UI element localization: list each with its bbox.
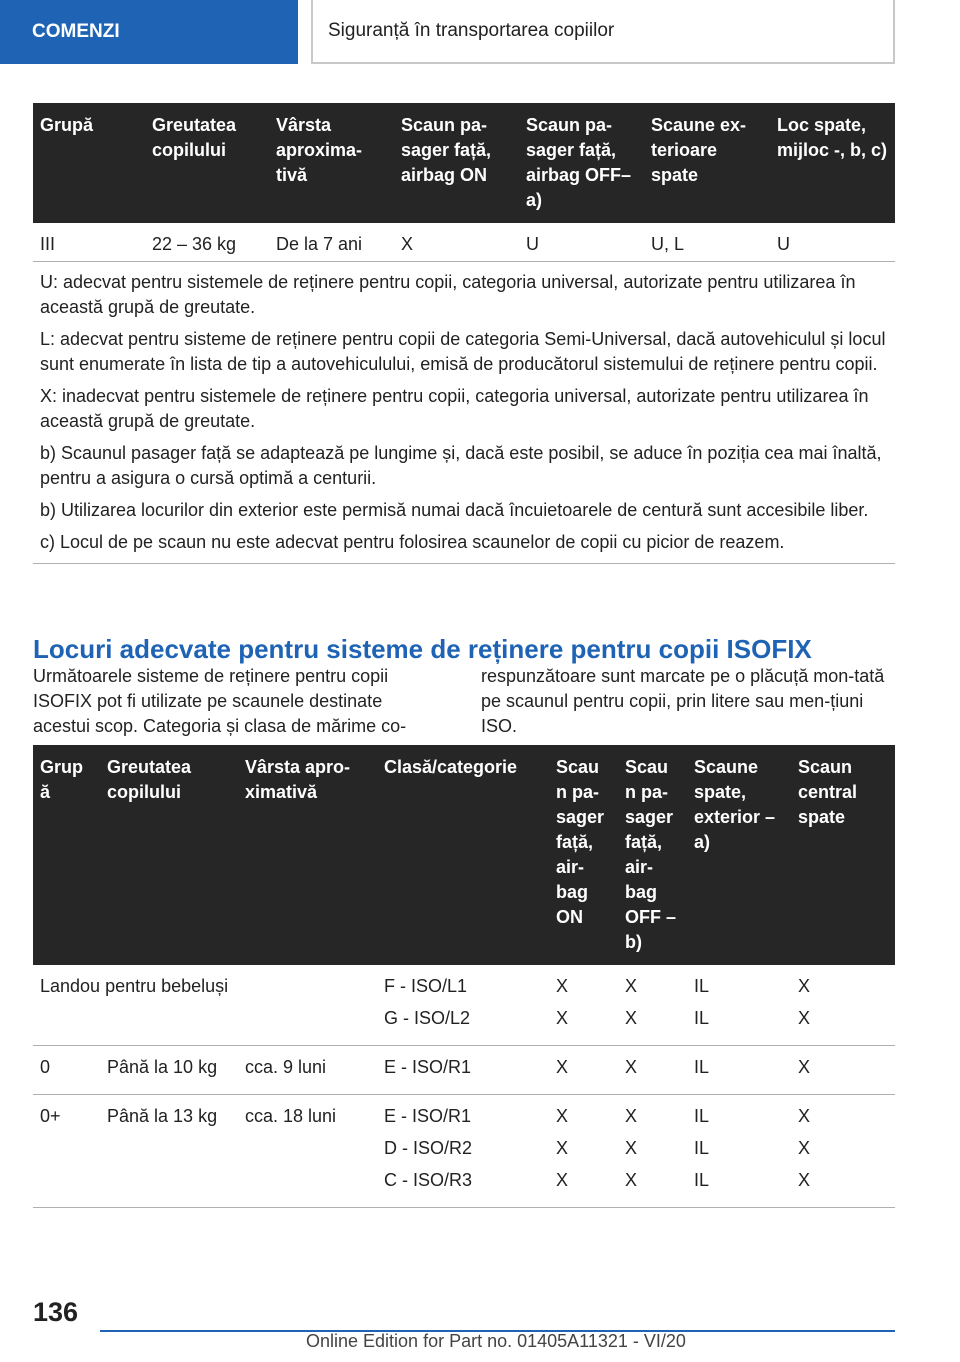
value: X xyxy=(625,976,638,996)
group-cell: 0+ xyxy=(33,1095,100,1208)
header-cell: Scaune ex-terioare spate xyxy=(644,103,770,223)
value: X xyxy=(556,976,569,996)
class-value: G - ISO/L2 xyxy=(384,1008,471,1028)
value: X xyxy=(625,1057,638,1077)
rear-center-cell xyxy=(791,1046,895,1095)
table-header-row xyxy=(33,103,895,223)
table-cell: U, L xyxy=(644,223,770,262)
class-value: D - ISO/R2 xyxy=(384,1138,473,1158)
header-cell: Scaun central spate xyxy=(791,745,895,965)
intro-left-column: Următoarele sisteme de reținere pentru copii ISOFIX pot fi utilizate pe scaunele destinate acestui scop. Categoria și clasa de mărime co- xyxy=(33,666,407,736)
value: X xyxy=(798,1106,811,1126)
value: IL xyxy=(694,1170,710,1190)
value: X xyxy=(798,1138,811,1158)
age-cell: cca. 18 luni xyxy=(238,1095,377,1208)
class-value: E - ISO/R1 xyxy=(384,1057,472,1077)
table-row xyxy=(33,223,895,262)
header-cell: Scaun pa-sager față, airbag ON xyxy=(394,103,519,223)
class-cell xyxy=(377,1046,549,1095)
header-cell: Scau n pa-sager față, air-bag OFF – b) xyxy=(618,745,687,965)
rear-outer-cell xyxy=(687,1046,791,1095)
value: IL xyxy=(694,1138,710,1158)
value: X xyxy=(625,1106,638,1126)
header-cell: Greutatea copilului xyxy=(145,103,269,223)
header-cell: Greutatea copilului xyxy=(100,745,238,965)
class-cell xyxy=(377,965,549,1046)
section-label: COMENZI xyxy=(32,21,120,42)
weight-cell: Până la 10 kg xyxy=(100,1046,238,1095)
value: X xyxy=(798,976,811,996)
header-cell: Vârsta aproxima-tivă xyxy=(269,103,394,223)
table-cell: III xyxy=(33,223,145,262)
class-value: C - ISO/R3 xyxy=(384,1170,473,1190)
table-notes-row xyxy=(33,262,895,564)
value: IL xyxy=(694,1057,710,1077)
age-cell: cca. 9 luni xyxy=(238,1046,377,1095)
table-row xyxy=(33,1095,895,1208)
note-c: c) Locul de pe scaun nu este adecvat pentru folosirea scaunelor de copii cu picior de reazem. xyxy=(40,532,785,552)
table-cell: U xyxy=(519,223,644,262)
airbag-on-cell xyxy=(549,1046,618,1095)
note-x: X: inadecvat pentru sistemele de reținere pentru copii, categoria universal, autorizate pentru utilizarea în această grupă de greutate. xyxy=(40,386,869,431)
header-cell: Vârsta apro-ximativă xyxy=(238,745,377,965)
table-cell: De la 7 ani xyxy=(269,223,394,262)
class-value: E - ISO/R1 xyxy=(384,1106,472,1126)
rear-center-cell xyxy=(791,965,895,1046)
seating-table-group-iii xyxy=(33,103,895,564)
header-cell: Grupă xyxy=(33,103,145,223)
rear-center-cell xyxy=(791,1095,895,1208)
airbag-off-cell xyxy=(618,965,687,1046)
value: X xyxy=(556,1106,569,1126)
value: IL xyxy=(694,1008,710,1028)
weight-cell: Până la 13 kg xyxy=(100,1095,238,1208)
note-b1: b) Scaunul pasager față se adaptează pe lungime și, dacă este posibil, se aduce în poziția cea mai înaltă, pentru a asigura o cursă optimă a centurii. xyxy=(40,443,882,488)
section-tab xyxy=(0,0,298,64)
value: X xyxy=(798,1057,811,1077)
airbag-off-cell xyxy=(618,1046,687,1095)
rear-outer-cell xyxy=(687,1095,791,1208)
rear-outer-cell xyxy=(687,965,791,1046)
table-row xyxy=(33,1046,895,1095)
header-cell: Grup ă xyxy=(33,745,100,965)
class-value: F - ISO/L1 xyxy=(384,976,468,996)
table-cell: 22 – 36 kg xyxy=(145,223,269,262)
table-header-row xyxy=(33,745,895,965)
value: IL xyxy=(694,1106,710,1126)
header-cell: Scaune spate, exterior – a) xyxy=(687,745,791,965)
intro-right-column: respunzătoare sunt marcate pe o plăcuță mon-tată pe scaunul pentru copii, prin litere sau men-țiuni ISO. xyxy=(481,666,885,736)
value: X xyxy=(556,1138,569,1158)
value: X xyxy=(556,1057,569,1077)
header-cell: Clasă/categorie xyxy=(377,745,549,965)
value: X xyxy=(556,1008,569,1028)
header-cell: Scau n pa-sager față, air-bag ON xyxy=(549,745,618,965)
value: X xyxy=(625,1008,638,1028)
legend-notes xyxy=(33,262,895,564)
value: X xyxy=(625,1138,638,1158)
page-number: 136 xyxy=(33,1297,79,1327)
table-row xyxy=(33,965,895,1046)
group-cell: 0 xyxy=(33,1046,100,1095)
section-heading: Locuri adecvate pentru sisteme de reținere pentru copii ISOFIX xyxy=(33,634,812,664)
value: IL xyxy=(694,976,710,996)
table-cell: X xyxy=(394,223,519,262)
page-header-title xyxy=(311,0,895,64)
edition-note: Online Edition for Part no. 01405A11321 - VI/20 xyxy=(306,1331,686,1351)
note-u: U: adecvat pentru sistemele de reținere pentru copii, categoria universal, autorizate pentru utilizarea în această grupă de greutate. xyxy=(40,272,856,317)
class-cell xyxy=(377,1095,549,1208)
value: X xyxy=(798,1008,811,1028)
chapter-title: Siguranță în transportarea copiilor xyxy=(328,20,615,41)
note-b2: b) Utilizarea locurilor din exterior este permisă numai dacă încuietoarele de centură sunt accesibile liber. xyxy=(40,500,869,520)
note-l: L: adecvat pentru sisteme de reținere pentru copii de categoria Semi-Universal, dacă autovehiculul și locul sunt enumerate în lista de tip a autovehiculului, emisă de producătorul sistemului de reținere pentru copii. xyxy=(40,329,886,374)
airbag-on-cell xyxy=(549,1095,618,1208)
header-cell: Loc spate, mijloc -, b, c) xyxy=(770,103,895,223)
header-cell: Scaun pa-sager față, airbag OFF– a) xyxy=(519,103,644,223)
value: X xyxy=(556,1170,569,1190)
table-cell: U xyxy=(770,223,895,262)
isofix-table xyxy=(33,745,895,1208)
airbag-on-cell xyxy=(549,965,618,1046)
airbag-off-cell xyxy=(618,1095,687,1208)
value: X xyxy=(625,1170,638,1190)
value: X xyxy=(798,1170,811,1190)
group-cell: Landou pentru bebeluși xyxy=(33,965,377,1046)
